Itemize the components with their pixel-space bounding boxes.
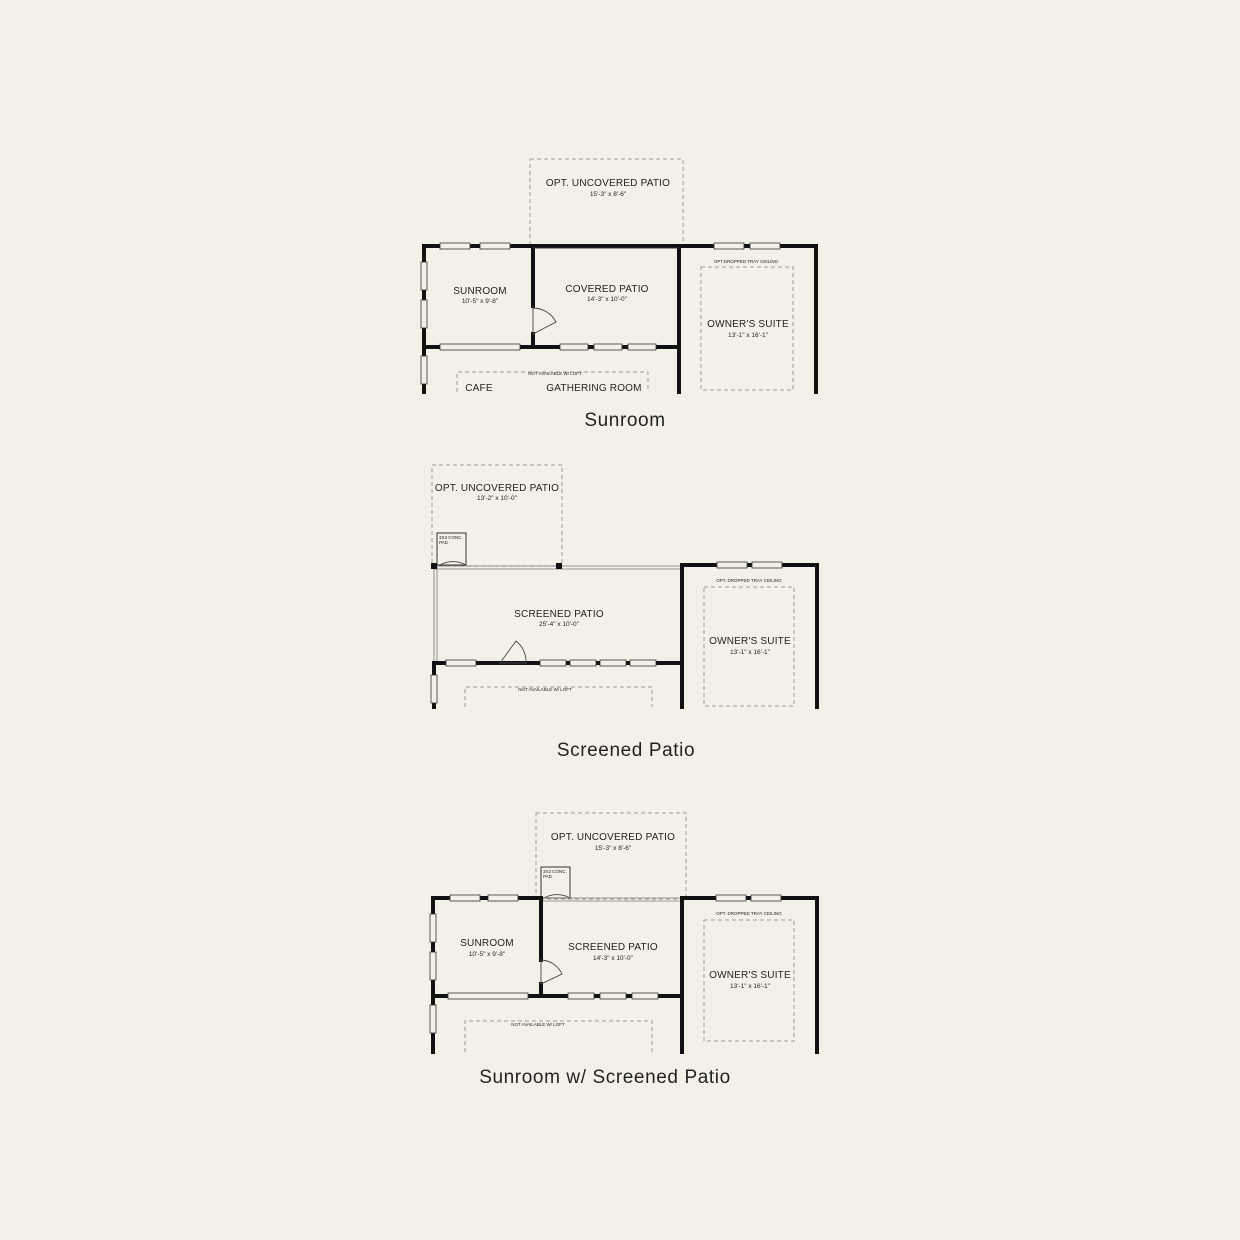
owners-suite-dim: 13'-1" x 16'-1" bbox=[730, 649, 770, 656]
window bbox=[751, 895, 781, 901]
pad-door-swing bbox=[440, 562, 466, 565]
screened-patio-label: SCREENED PATIO bbox=[514, 609, 604, 620]
gathering-room-label: GATHERING ROOM bbox=[546, 383, 642, 394]
post bbox=[556, 563, 562, 569]
window bbox=[716, 895, 746, 901]
loft-note: NOT AVAILABLE W/ LOFT bbox=[518, 687, 572, 692]
pad-note-line1: 3X3 CONC. bbox=[543, 869, 567, 874]
opt-uncovered-patio-outline bbox=[536, 813, 686, 899]
loft-note: NOT AVAILABLE W/ LOFT bbox=[528, 371, 582, 376]
screened-patio-label: SCREENED PATIO bbox=[568, 942, 658, 953]
window bbox=[594, 344, 622, 350]
window bbox=[421, 300, 427, 328]
owners-suite-label: OWNER'S SUITE bbox=[709, 970, 791, 981]
window bbox=[750, 243, 780, 249]
opt-uncovered-patio-outline bbox=[432, 465, 562, 566]
window bbox=[628, 344, 656, 350]
window bbox=[421, 356, 427, 384]
window bbox=[560, 344, 588, 350]
tray-ceiling-note: OPT.DROPPED TRAY CEILING bbox=[713, 259, 779, 264]
opt-uncovered-patio-outline bbox=[530, 159, 683, 245]
window bbox=[752, 562, 782, 568]
window bbox=[421, 262, 427, 290]
cafe-label: CAFE bbox=[465, 383, 493, 394]
window bbox=[431, 675, 437, 703]
pad-note-line2: PAD bbox=[439, 540, 448, 545]
owners-suite-dim: 13'-1" x 16'-1" bbox=[730, 983, 770, 990]
exterior-wall-left bbox=[433, 898, 541, 1052]
opt-uncovered-patio-label: OPT. UNCOVERED PATIO bbox=[434, 483, 560, 494]
window bbox=[446, 660, 476, 666]
window bbox=[448, 993, 528, 999]
plan-caption: Sunroom bbox=[584, 410, 666, 431]
plan-screened-patio bbox=[431, 465, 817, 761]
covered-patio-label: COVERED PATIO bbox=[565, 284, 649, 295]
window bbox=[450, 895, 480, 901]
window bbox=[600, 660, 626, 666]
window bbox=[488, 895, 518, 901]
door-swing bbox=[500, 641, 526, 663]
owners-suite-label: OWNER'S SUITE bbox=[707, 319, 789, 330]
window bbox=[540, 660, 566, 666]
loft-note: NOT AVAILABLE W/ LOFT bbox=[511, 1022, 565, 1027]
owners-suite-dim: 13'-1" x 16'-1" bbox=[728, 332, 768, 339]
opt-uncovered-patio-dim: 13'-2" x 10'-0" bbox=[477, 495, 517, 502]
sunroom-label: SUNROOM bbox=[460, 938, 514, 949]
opt-uncovered-patio-dim: 15'-3" x 8'-6" bbox=[594, 845, 632, 852]
covered-patio-dim: 14'-3" x 10'-0" bbox=[587, 296, 627, 303]
plan-caption: Screened Patio bbox=[556, 740, 696, 761]
opt-uncovered-patio-label: OPT. UNCOVERED PATIO bbox=[545, 178, 671, 189]
sunroom-dim: 10'-5" x 9'-8" bbox=[468, 951, 506, 958]
window bbox=[570, 660, 596, 666]
window bbox=[714, 243, 744, 249]
post bbox=[431, 563, 437, 569]
plan-caption: Sunroom w/ Screened Patio bbox=[479, 1067, 731, 1088]
door-swing bbox=[541, 960, 562, 984]
owners-suite-label: OWNER'S SUITE bbox=[709, 636, 791, 647]
window bbox=[430, 1005, 436, 1033]
window bbox=[568, 993, 594, 999]
window bbox=[480, 243, 510, 249]
door-swing bbox=[533, 308, 556, 334]
window bbox=[440, 344, 520, 350]
screened-patio-dim: 14'-3" x 10'-0" bbox=[593, 955, 633, 962]
window bbox=[630, 660, 656, 666]
tray-ceiling-note: OPT. DROPPED TRAY CEILING bbox=[716, 578, 782, 583]
tray-ceiling-note: OPT. DROPPED TRAY CEILING bbox=[716, 911, 782, 916]
window bbox=[717, 562, 747, 568]
plan-sunroom-screened-patio bbox=[430, 813, 817, 1088]
window bbox=[440, 243, 470, 249]
plan-sunroom bbox=[421, 159, 816, 431]
pad-note-line1: 3X3 CONC. bbox=[439, 535, 463, 540]
pad-note-line2: PAD bbox=[543, 874, 552, 879]
screened-patio-dim: 25'-4" x 10'-0" bbox=[539, 621, 579, 628]
opt-uncovered-patio-label: OPT. UNCOVERED PATIO bbox=[550, 832, 676, 843]
window bbox=[430, 914, 436, 942]
window bbox=[430, 952, 436, 980]
sunroom-dim: 10'-5" x 9'-8" bbox=[461, 298, 499, 305]
pad-door-swing bbox=[544, 895, 570, 898]
opt-uncovered-patio-dim: 15'-3" x 8'-6" bbox=[589, 191, 627, 198]
window bbox=[600, 993, 626, 999]
sunroom-label: SUNROOM bbox=[453, 286, 507, 297]
window bbox=[632, 993, 658, 999]
